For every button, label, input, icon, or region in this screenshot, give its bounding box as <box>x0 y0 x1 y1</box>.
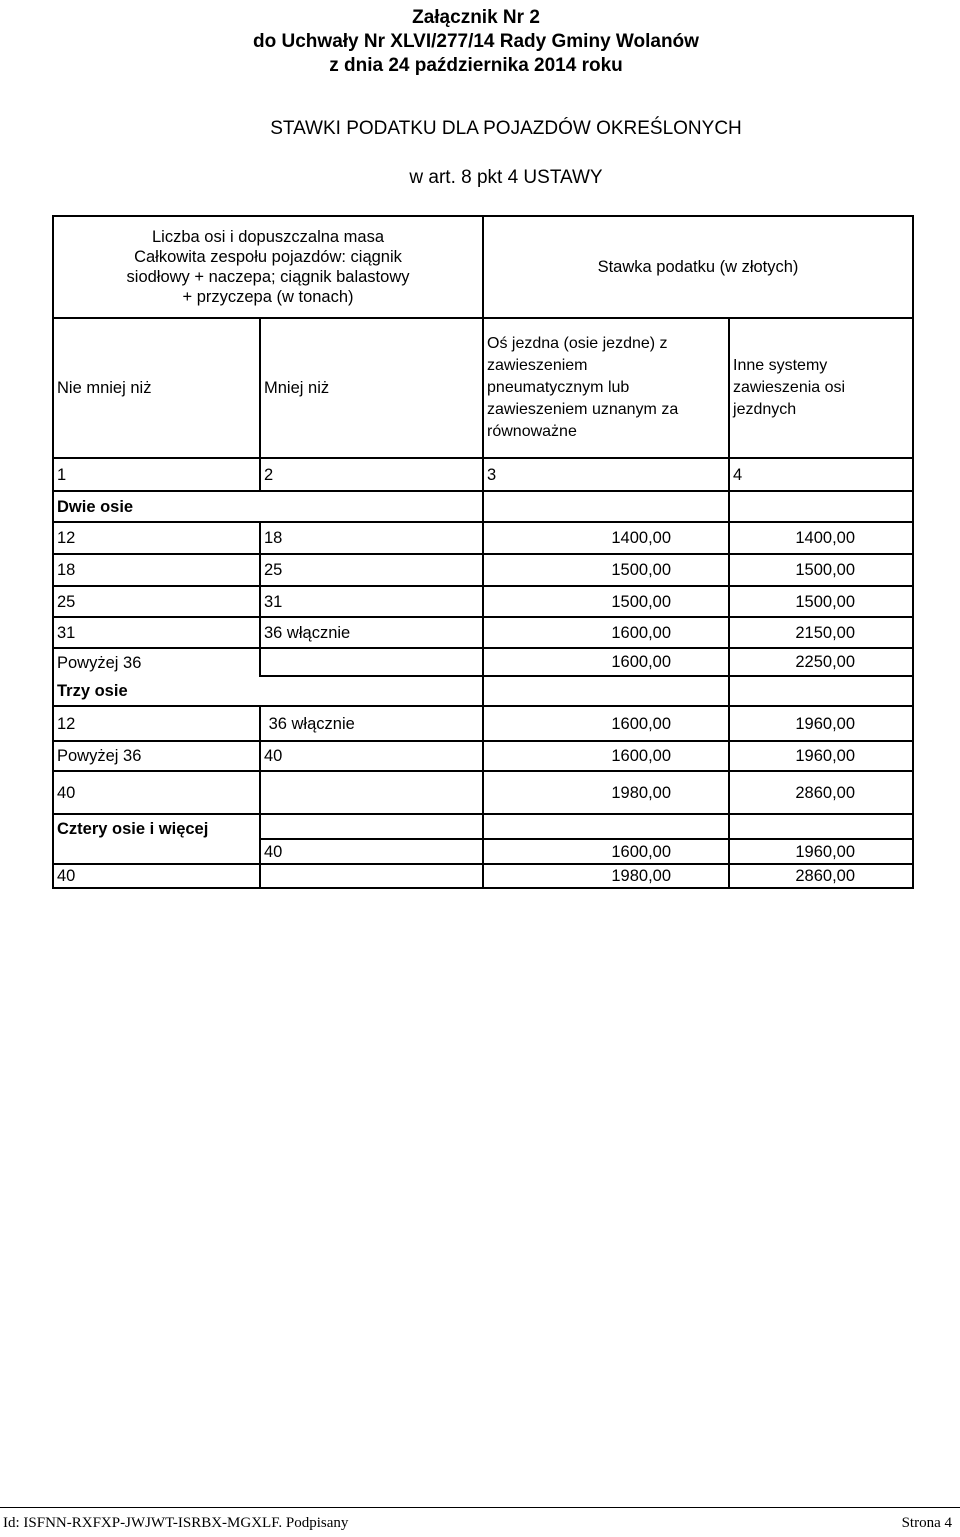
cell-max: 18 <box>260 522 483 554</box>
header-tax-rate: Stawka podatku (w złotych) <box>483 216 913 318</box>
cell-min: 40 <box>53 864 260 888</box>
header-axles-line: siodłowy + naczepa; ciągnik balastowy <box>126 268 410 286</box>
header-axles-line: + przyczepa (w tonach) <box>182 288 354 306</box>
table-row <box>53 648 913 676</box>
col-pneumatic-header <box>483 318 729 458</box>
table-row <box>53 864 913 888</box>
cell-min: 12 <box>53 522 260 554</box>
section-row <box>53 491 913 522</box>
empty-cell <box>483 814 729 839</box>
table-row <box>53 554 913 586</box>
cell-rate-other: 2250,00 <box>729 648 913 676</box>
column-number: 3 <box>483 458 729 491</box>
cell-rate-pneumatic: 1500,00 <box>483 586 729 617</box>
table-row <box>53 771 913 814</box>
table-row <box>53 522 913 554</box>
cell-max: 25 <box>260 554 483 586</box>
cell-min: 40 <box>53 771 260 814</box>
tax-rates-table <box>52 215 914 889</box>
section-row <box>53 676 913 706</box>
resolution-date: z dnia 24 października 2014 roku <box>329 55 623 76</box>
table-header-row <box>53 216 913 318</box>
cell-min: 31 <box>53 617 260 648</box>
cell-max: 40 <box>260 839 483 864</box>
cell-rate-other: 2150,00 <box>729 617 913 648</box>
cell-max: 36 włącznie <box>260 706 483 741</box>
col-min-header: Nie mniej niż <box>53 318 260 458</box>
cell-rate-other: 2860,00 <box>729 864 913 888</box>
cell-rate-other: 1500,00 <box>729 586 913 617</box>
document-subtitle: w art. 8 pkt 4 USTAWY <box>409 167 603 188</box>
col-other-line: Inne systemy <box>733 357 828 374</box>
cell-min: 18 <box>53 554 260 586</box>
table-row <box>53 839 913 864</box>
section-row <box>53 814 913 839</box>
empty-cell <box>729 676 913 706</box>
col-pneumatic-line: pneumatycznym lub <box>487 379 630 396</box>
col-other-line: jezdnych <box>733 401 797 418</box>
section-title: Dwie osie <box>53 491 483 522</box>
cell-rate-pneumatic: 1600,00 <box>483 839 729 864</box>
column-number-row <box>53 458 913 491</box>
empty-cell <box>483 676 729 706</box>
empty-cell <box>729 814 913 839</box>
cell-max <box>260 864 483 888</box>
cell-rate-other: 1960,00 <box>729 839 913 864</box>
section-title: Cztery osie i więcej <box>53 814 260 839</box>
empty-cell <box>729 491 913 522</box>
header-axles-mass <box>53 216 483 318</box>
cell-max: 31 <box>260 586 483 617</box>
cell-rate-pneumatic: 1980,00 <box>483 864 729 888</box>
cell-rate-other: 2860,00 <box>729 771 913 814</box>
annex-number: Załącznik Nr 2 <box>412 7 540 28</box>
footer-document-id: Id: ISFNN-RXFXP-JWJWT-ISRBX-MGXLF. Podpisany <box>3 1515 349 1531</box>
cell-max: 40 <box>260 741 483 771</box>
col-max-header: Mniej niż <box>260 318 483 458</box>
cell-min <box>53 839 260 864</box>
col-pneumatic-line: równoważne <box>487 423 577 440</box>
header-axles-line: Liczba osi i dopuszczalna masa <box>151 228 385 246</box>
column-number: 2 <box>260 458 483 491</box>
col-pneumatic-line: zawieszeniem <box>487 357 588 374</box>
footer-divider <box>0 1507 960 1508</box>
cell-rate-other: 1960,00 <box>729 741 913 771</box>
header-axles-line: Całkowita zespołu pojazdów: ciągnik <box>134 248 402 266</box>
table-row <box>53 586 913 617</box>
cell-min: 12 <box>53 706 260 741</box>
cell-rate-pneumatic: 1500,00 <box>483 554 729 586</box>
cell-rate-pneumatic: 1600,00 <box>483 617 729 648</box>
section-title: Trzy osie <box>53 676 483 706</box>
column-number: 4 <box>729 458 913 491</box>
table-row <box>53 741 913 771</box>
cell-rate-pneumatic: 1400,00 <box>483 522 729 554</box>
document-title: STAWKI PODATKU DLA POJAZDÓW OKREŚLONYCH <box>270 118 742 139</box>
resolution-reference: do Uchwały Nr XLVI/277/14 Rady Gminy Wolanów <box>253 31 699 52</box>
cell-min: Powyżej 36 <box>53 741 260 771</box>
table-row <box>53 706 913 741</box>
table-subheader-row <box>53 318 913 458</box>
cell-min: 25 <box>53 586 260 617</box>
cell-rate-other: 1400,00 <box>729 522 913 554</box>
cell-rate-pneumatic: 1600,00 <box>483 648 729 676</box>
cell-rate-pneumatic: 1980,00 <box>483 771 729 814</box>
cell-rate-pneumatic: 1600,00 <box>483 741 729 771</box>
column-number: 1 <box>53 458 260 491</box>
cell-rate-other: 1500,00 <box>729 554 913 586</box>
cell-max <box>260 771 483 814</box>
footer-page-number: Strona 4 <box>901 1515 952 1531</box>
col-pneumatic-line: zawieszeniem uznanym za <box>487 401 679 418</box>
cell-rate-other: 1960,00 <box>729 706 913 741</box>
cell-rate-pneumatic: 1600,00 <box>483 706 729 741</box>
col-other-line: zawieszenia osi <box>733 379 846 396</box>
empty-cell <box>260 814 483 839</box>
col-other-header <box>729 318 913 458</box>
cell-max <box>260 648 483 676</box>
cell-max: 36 włącznie <box>260 617 483 648</box>
table-row <box>53 617 913 648</box>
col-pneumatic-line: Oś jezdna (osie jezdne) z <box>487 335 668 352</box>
empty-cell <box>483 491 729 522</box>
cell-min: Powyżej 36 <box>53 648 260 676</box>
